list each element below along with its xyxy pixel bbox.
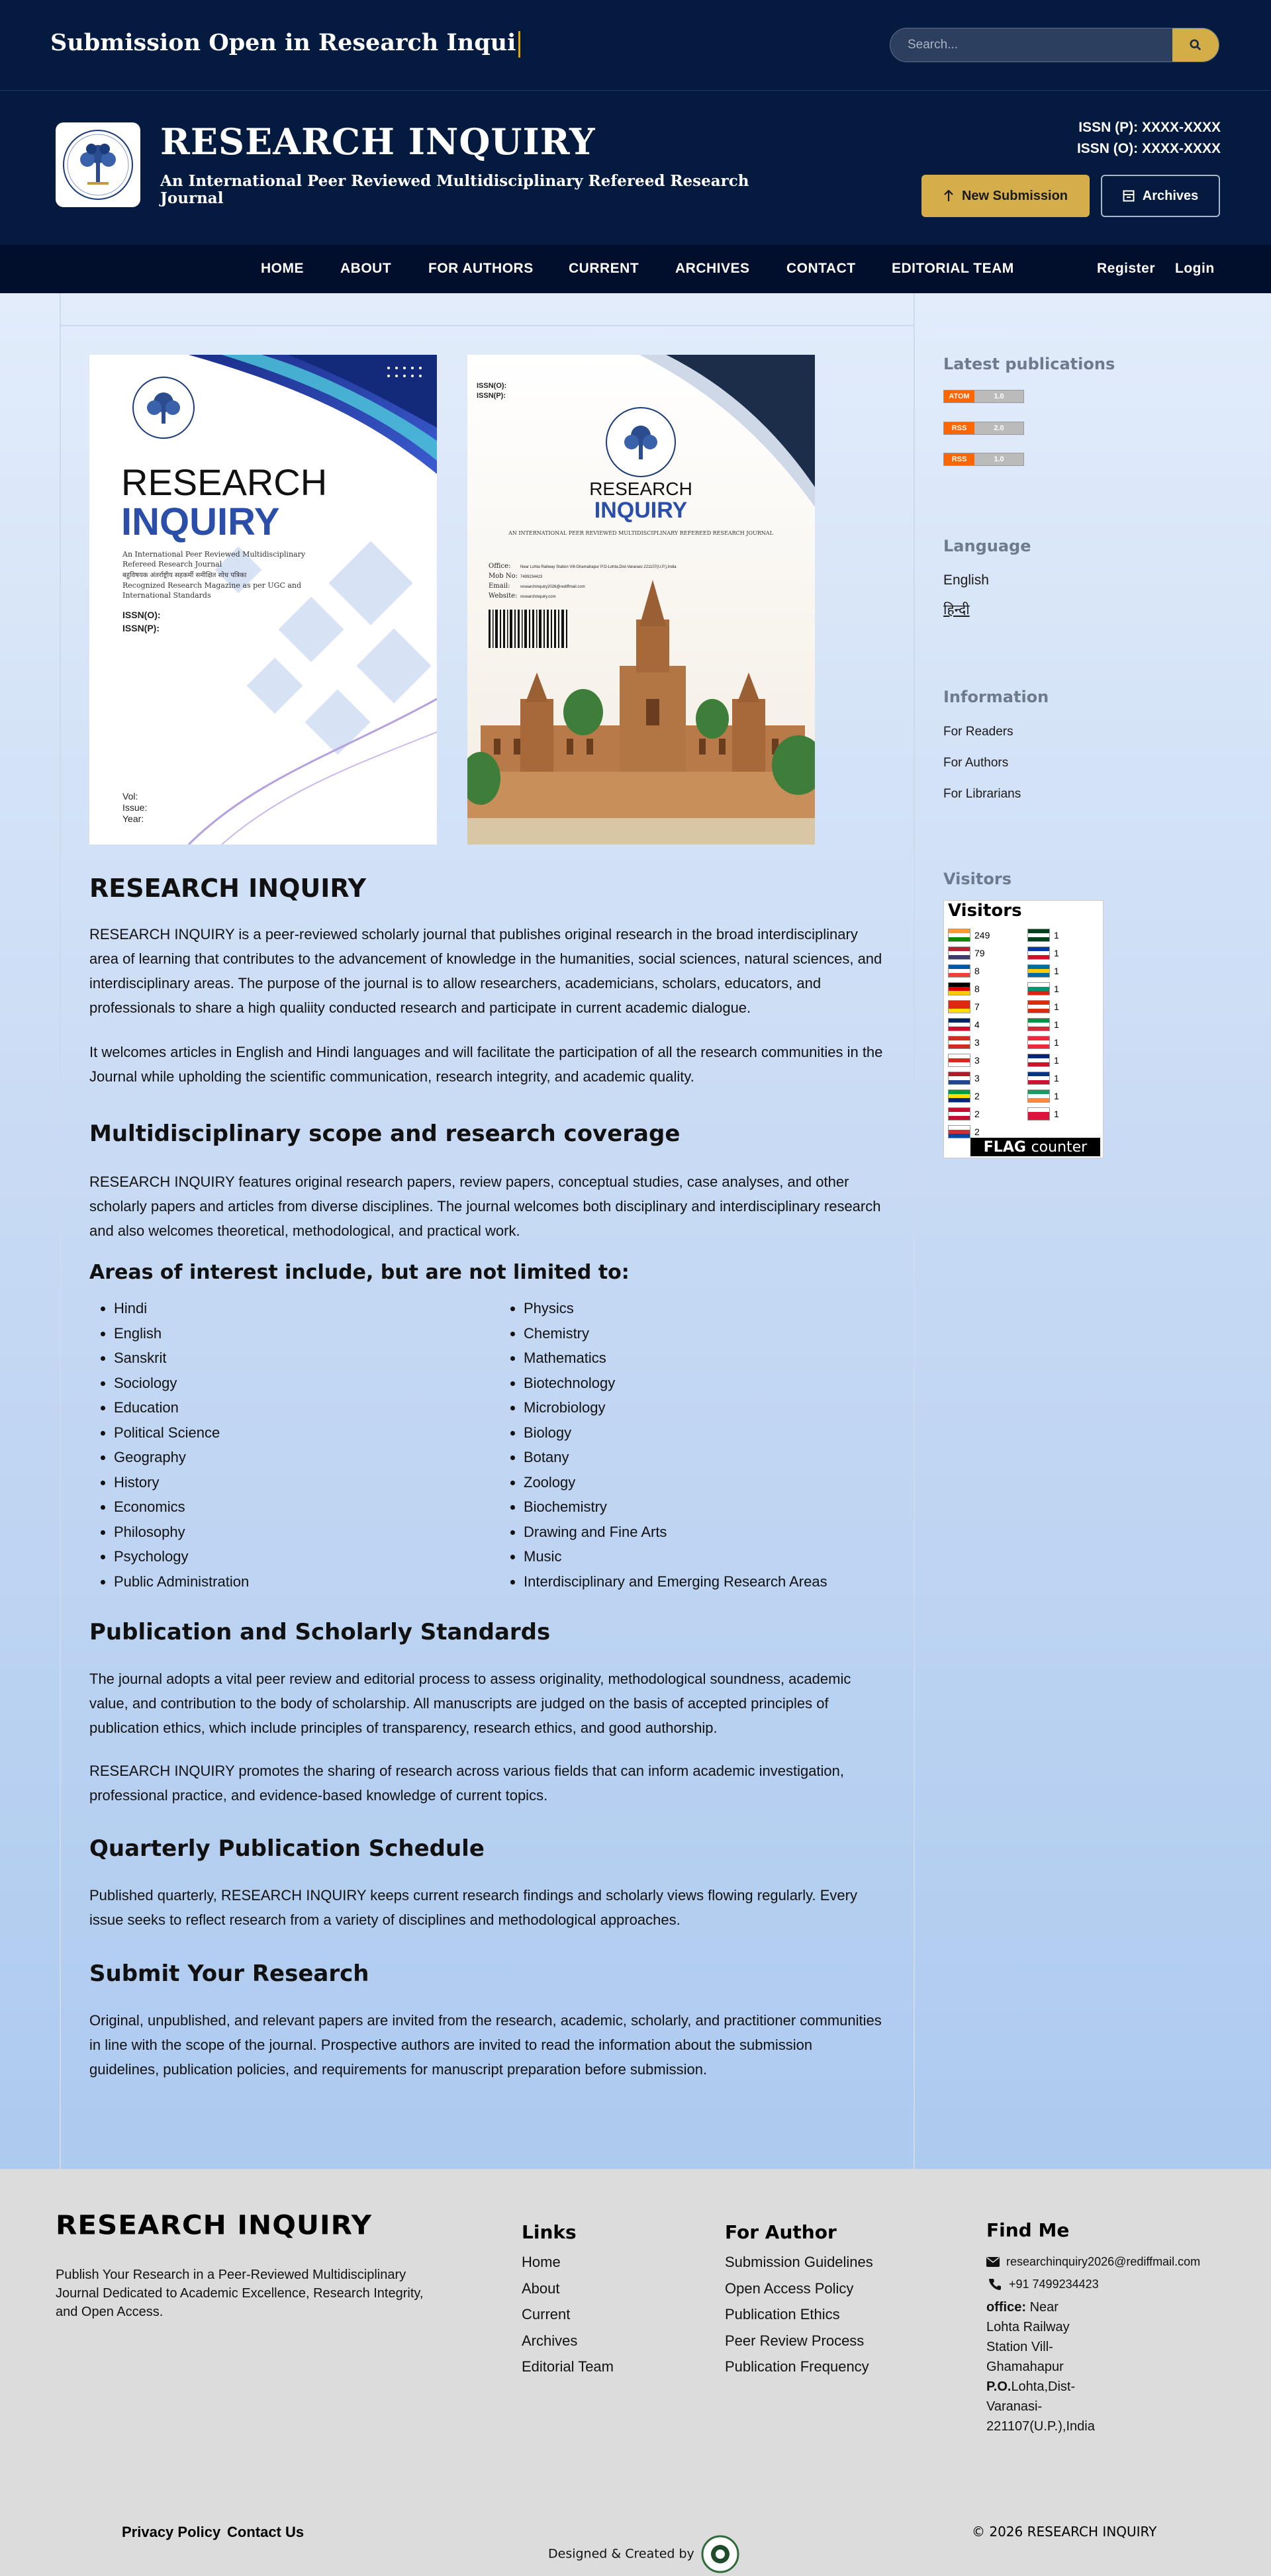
promotion-paragraph: RESEARCH INQUIRY promotes the sharing of research across various fields that can inform academic investigation, professional practice, and evidence-based knowledge of current topics. — [89, 1763, 845, 1804]
flag-counter-row — [1027, 962, 1059, 980]
footer-logo: RESEARCH INQUIRY — [56, 2209, 373, 2240]
archive-box-icon — [1123, 190, 1135, 202]
svg-text:RESEARCH: RESEARCH — [589, 479, 692, 499]
svg-text:INQUIRY: INQUIRY — [594, 498, 688, 523]
submit-heading: Submit Your Research — [89, 1960, 369, 1987]
list-item: • Chemistry — [524, 1321, 827, 1346]
footer-link-peer-review-process[interactable]: Peer Review Process — [725, 2332, 865, 2349]
svg-text:researchinquiry2026@rediffmail: researchinquiry2026@rediffmail.com — [520, 585, 585, 589]
info-for-librarians[interactable]: For Librarians — [943, 787, 1021, 801]
flag-counter-widget[interactable] — [943, 900, 1104, 1158]
flag-counter-row — [1027, 1087, 1059, 1105]
flag-counter-row — [1027, 926, 1059, 944]
nav-home[interactable]: HOME — [261, 261, 304, 276]
flag-counter-row — [1027, 1033, 1059, 1051]
svg-text:Issue:: Issue: — [122, 802, 148, 813]
issn-online: ISSN (O): XXXX-XXXX — [1076, 141, 1221, 156]
flag-counter-row — [1027, 944, 1059, 962]
intro-paragraph: RESEARCH INQUIRY is a peer-reviewed scholarly journal that publishes original research in the broad interdisciplinary area of learning that contributes to the advancement of knowledge in the humanities, social sciences, natural sciences, and interdisciplinary areas. The purpose of the journal is to allow researchers, academicians, scholars, educators, and professionals to share a high qualiity conducted research and participate in current academic dialogue. — [89, 926, 882, 1016]
phone-icon — [989, 2278, 1001, 2290]
new-submission-label: New Submission — [961, 188, 1068, 203]
search-icon — [1190, 39, 1201, 51]
list-item: • Political Science — [114, 1420, 249, 1446]
footer-phone[interactable] — [989, 2274, 1099, 2294]
flag-counter-row — [1027, 1015, 1059, 1033]
designer-logo-icon[interactable] — [701, 2535, 739, 2573]
nav-for-authors[interactable]: FOR AUTHORS — [428, 261, 534, 276]
list-item: • Physics — [524, 1296, 827, 1321]
visitor-count: 1 — [1054, 1108, 1059, 1119]
country-flag-icon — [1027, 982, 1050, 995]
svg-text:बहुविषयक अंतर्राष्ट्रीय सहकर्म: बहुविषयक अंतर्राष्ट्रीय सहकर्मी समीक्षित शोध पत्रिका — [122, 572, 247, 579]
visitor-count: 8 — [974, 965, 980, 976]
list-item: • Zoology — [524, 1470, 827, 1495]
flag-counter-row — [1027, 997, 1059, 1015]
flag-counter-row — [948, 1087, 980, 1105]
areas-list-left — [114, 1296, 249, 1594]
footer-email[interactable] — [986, 2252, 1200, 2272]
svg-text:Email:: Email: — [489, 582, 510, 590]
language-paragraph: It welcomes articles in English and Hindi languages and will facilitate the participation of all the research communities in the Journal while upholding the scientific communication, research integrity, and academic quality. — [89, 1044, 883, 1085]
flag-counter-row — [948, 944, 985, 962]
visitor-count: 249 — [974, 929, 990, 941]
svg-text:International Standards: International Standards — [122, 591, 211, 600]
front-cover-image — [89, 355, 437, 845]
country-flag-icon — [948, 946, 970, 960]
publication-standards-heading: Publication and Scholarly Standards — [89, 1619, 551, 1645]
country-flag-icon — [948, 929, 970, 942]
country-flag-icon — [948, 1018, 970, 1031]
list-item: • History — [114, 1470, 249, 1495]
footer-link-editorial-team[interactable]: Editorial Team — [522, 2358, 614, 2375]
nav-archives[interactable]: ARCHIVES — [675, 261, 750, 276]
issn-print: ISSN (P): XXXX-XXXX — [1078, 120, 1221, 135]
country-flag-icon — [1027, 929, 1050, 942]
nav-about[interactable]: ABOUT — [340, 261, 392, 276]
arrow-up-icon — [943, 190, 954, 202]
footer-link-publication-ethics[interactable]: Publication Ethics — [725, 2306, 840, 2323]
site-subtitle: An International Peer Reviewed Multidisciplinary Refereed Research Journal — [160, 172, 749, 207]
list-item: • English — [114, 1321, 249, 1346]
list-item: • Biology — [524, 1420, 827, 1446]
visitor-count: 1 — [1054, 1090, 1059, 1101]
scope-heading: Multidisciplinary scope and research coverage — [89, 1121, 681, 1147]
svg-text:Website:: Website: — [489, 592, 518, 600]
svg-text:AN INTERNATIONAL PEER REVIEWED: AN INTERNATIONAL PEER REVIEWED MULTIDISCIPLINARY REFEREED RESEARCH JOURNAL — [508, 530, 773, 536]
quarterly-paragraph: Published quarterly, RESEARCH INQUIRY keeps current research findings and scholarly views flowing regularly. Every issue seeks to reflect research from a variety of disciplines and methodological approaches. — [89, 1887, 857, 1928]
visitor-count: 2 — [974, 1090, 980, 1101]
country-flag-icon — [1027, 1000, 1050, 1013]
information-heading: Information — [943, 688, 1049, 706]
flag-counter-row — [948, 926, 990, 944]
country-flag-icon — [1027, 1054, 1050, 1067]
footer-email-text: researchinquiry2026@rediffmail.com — [1006, 2255, 1201, 2268]
footer-description: Publish Your Research in a Peer-Reviewed Multidisciplinary Journal Dedicated to Academic Excellence, Research Integrity, and Open Access. — [56, 2268, 424, 2319]
nav-editorial-team[interactable]: EDITORIAL TEAM — [892, 261, 1014, 276]
main-nav — [0, 245, 1271, 293]
envelope-icon — [986, 2257, 1000, 2267]
svg-text:Near Lohta Railway Station Vil: Near Lohta Railway Station Vill-Ghamahapur P.O-Lohta,Dist-Varanasi 221107(U.P.),India — [520, 565, 677, 569]
flag-counter-row — [948, 1051, 980, 1069]
list-item: • Hindi — [114, 1296, 249, 1321]
visitor-count: 1 — [1054, 1036, 1059, 1048]
list-item: • Economics — [114, 1495, 249, 1520]
list-item: • Biotechnology — [524, 1371, 827, 1396]
list-item: • Microbiology — [524, 1395, 827, 1420]
svg-text:An International Peer Reviewed: An International Peer Reviewed Multidisciplinary — [122, 550, 306, 559]
list-item: • Music — [524, 1544, 827, 1569]
site-header — [0, 91, 1271, 245]
country-flag-icon — [1027, 1089, 1050, 1103]
info-for-authors[interactable]: For Authors — [943, 756, 1009, 770]
country-flag-icon — [948, 982, 970, 995]
visitor-count: 4 — [974, 1019, 980, 1030]
country-flag-icon — [948, 1089, 970, 1103]
search-input[interactable] — [890, 28, 1174, 62]
visitor-count: 1 — [1054, 947, 1059, 958]
visitors-heading: Visitors — [943, 870, 1012, 888]
back-cover-image — [467, 355, 815, 845]
areas-list-right — [524, 1296, 827, 1594]
footer-link-about[interactable]: About — [522, 2280, 560, 2297]
footer-address — [986, 2297, 1095, 2436]
flag-counter-row — [948, 1105, 980, 1123]
svg-text:ISSN(O):: ISSN(O): — [477, 382, 507, 390]
country-flag-icon — [1027, 946, 1050, 960]
footer-find-me-heading: Find Me — [986, 2219, 1070, 2241]
journal-logo[interactable] — [56, 122, 140, 207]
svg-text:ISSN(P):: ISSN(P): — [477, 392, 506, 400]
flag-counter-row — [948, 962, 980, 980]
footer-po-label: P.O. — [986, 2379, 1012, 2394]
nav-contact[interactable]: CONTACT — [786, 261, 856, 276]
submit-paragraph: Original, unpublished, and relevant papers are invited from the research, academic, scholarly, and practitioner communities in line with the scope of the journal. Prospective authors are invited to read the information about the submission guidelines, publication policies, and requirements for manuscript preparation before submission. — [89, 2012, 882, 2078]
front-cover-art — [89, 355, 437, 845]
top-bar — [0, 0, 1271, 91]
archives-button-label: Archives — [1142, 188, 1199, 203]
visitor-count: 2 — [974, 1126, 980, 1137]
cover1-title-research: RESEARCH — [121, 461, 328, 503]
cover1-title-inquiry: INQUIRY — [121, 500, 280, 543]
footer-contact-link[interactable]: Contact Us — [227, 2524, 305, 2540]
visitor-count: 3 — [974, 1072, 980, 1083]
visitor-count: 1 — [1054, 929, 1059, 941]
designed-by-text: Designed & Created by — [548, 2546, 694, 2561]
flag-counter-row — [1027, 980, 1059, 997]
footer-link-current[interactable]: Current — [522, 2306, 571, 2323]
footer-office-text: Near Lohta Railway Station Vill-Ghamahapur — [986, 2300, 1070, 2374]
info-for-readers[interactable]: For Readers — [943, 725, 1013, 739]
copyright-text: © 2026 RESEARCH INQUIRY — [972, 2524, 1157, 2540]
country-flag-icon — [1027, 1072, 1050, 1085]
nav-register[interactable]: Register — [1097, 261, 1156, 276]
svg-text:Mob No:: Mob No: — [489, 573, 518, 580]
visitor-count: 1 — [1054, 1019, 1059, 1030]
areas-heading: Areas of interest include, but are not limited to: — [89, 1261, 630, 1284]
visitor-count: 1 — [1054, 965, 1059, 976]
footer-link-home[interactable]: Home — [522, 2254, 561, 2270]
nav-login[interactable]: Login — [1175, 261, 1215, 276]
quarterly-heading: Quarterly Publication Schedule — [89, 1835, 485, 1862]
atom-feed-badge[interactable]: ATOM 1.0 — [943, 390, 1024, 403]
footer-link-open-access-policy[interactable]: Open Access Policy — [725, 2280, 854, 2297]
svg-text:ISSN(O):: ISSN(O): — [122, 610, 161, 620]
footer-po-text: Lohta,Dist-Varanasi-221107(U.P.),India — [986, 2379, 1095, 2434]
list-item: • Philosophy — [114, 1520, 249, 1545]
announcement-text: Submission Open in Research Inqui — [50, 29, 516, 56]
flag-counter-row — [948, 1069, 980, 1087]
flag-counter-row — [948, 1033, 980, 1051]
list-item: • Drawing and Fine Arts — [524, 1520, 827, 1545]
svg-text:Year:: Year: — [122, 813, 144, 824]
tree-logo-icon — [61, 128, 135, 202]
list-item: • Sanskrit — [114, 1346, 249, 1371]
main-heading: RESEARCH INQUIRY — [89, 874, 367, 903]
footer-phone-text: +91 7499234423 — [1009, 2277, 1099, 2291]
language-heading: Language — [943, 537, 1031, 555]
footer-links-heading: Links — [522, 2221, 577, 2243]
visitor-count: 3 — [974, 1054, 980, 1066]
country-flag-icon — [1027, 964, 1050, 978]
flag-counter-row — [948, 980, 980, 997]
footer-author-heading: For Author — [725, 2221, 837, 2243]
visitor-count: 2 — [974, 1108, 980, 1119]
site-title[interactable]: RESEARCH INQUIRY — [160, 120, 596, 163]
footer-link-archives[interactable]: Archives — [522, 2332, 578, 2349]
list-item: • Public Administration — [114, 1569, 249, 1594]
rss1-feed-badge[interactable]: RSS 1.0 — [943, 453, 1024, 466]
country-flag-icon — [1027, 1036, 1050, 1049]
footer-privacy-link[interactable]: Privacy Policy — [122, 2524, 221, 2540]
country-flag-icon — [948, 964, 970, 978]
new-submission-button[interactable] — [921, 175, 1090, 217]
flag-counter-brand: FLAG counter — [970, 1138, 1100, 1156]
flag-counter-row — [1027, 1069, 1059, 1087]
list-item: • Biochemistry — [524, 1495, 827, 1520]
list-item: • Geography — [114, 1445, 249, 1470]
svg-text:researchinquiry.com: researchinquiry.com — [520, 595, 556, 599]
footer-office-label: office: — [986, 2300, 1026, 2315]
marquee-caret — [518, 31, 520, 58]
visitor-count: 1 — [1054, 1054, 1059, 1066]
flag-counter-row — [948, 997, 980, 1015]
svg-text:Vol:: Vol: — [122, 791, 138, 802]
language-english[interactable]: English — [943, 573, 989, 588]
list-item: • Psychology — [114, 1544, 249, 1569]
country-flag-icon — [1027, 1018, 1050, 1031]
visitor-count: 7 — [974, 1001, 980, 1012]
country-flag-icon — [948, 1107, 970, 1121]
svg-text:Recognized Research Magazine a: Recognized Research Magazine as per UGC and — [122, 581, 302, 590]
archives-button[interactable] — [1101, 175, 1220, 217]
country-flag-icon — [948, 1072, 970, 1085]
flag-counter-row — [1027, 1105, 1059, 1123]
flag-counter-title: Visitors — [948, 901, 1022, 921]
issn-block — [1077, 117, 1221, 160]
country-flag-icon — [948, 1054, 970, 1067]
announcement-marquee — [50, 29, 520, 58]
visitor-count: 8 — [974, 983, 980, 994]
visitor-count: 1 — [1054, 1072, 1059, 1083]
back-cover-art — [467, 355, 815, 845]
latest-publications-heading: Latest publications — [943, 355, 1115, 373]
list-item: • Botany — [524, 1445, 827, 1470]
svg-text:7499234423: 7499234423 — [520, 575, 543, 579]
visitor-count: 79 — [974, 947, 985, 958]
country-flag-icon — [1027, 1107, 1050, 1121]
country-flag-icon — [948, 1000, 970, 1013]
flag-counter-row — [948, 1015, 980, 1033]
publication-standards-paragraph: The journal adopts a vital peer review and editorial process to assess originality, methodological soundness, academic value, and contribution to the body of scholarship. All manuscripts are judged on the basis of accepted principles of publication ethics, which include principles of transparency, research ethics, and good authorship. — [89, 1671, 851, 1736]
visitor-count: 1 — [1054, 1001, 1059, 1012]
list-item: • Interdisciplinary and Emerging Research Areas — [524, 1569, 827, 1594]
search-button[interactable] — [1172, 28, 1219, 62]
country-flag-icon — [948, 1036, 970, 1049]
language-hindi[interactable]: हिन्दी — [943, 602, 970, 618]
rss2-feed-badge[interactable]: RSS 2.0 — [943, 422, 1024, 435]
visitor-count: 3 — [974, 1036, 980, 1048]
flag-counter-row — [1027, 1051, 1059, 1069]
nav-current[interactable]: CURRENT — [569, 261, 639, 276]
content-divider — [60, 325, 915, 326]
visitor-count: 1 — [1054, 983, 1059, 994]
country-flag-icon — [948, 1125, 970, 1138]
svg-text:Refereed Research Journal: Refereed Research Journal — [122, 560, 222, 569]
svg-text:Office:: Office: — [489, 563, 511, 570]
list-item: • Education — [114, 1395, 249, 1420]
scope-paragraph: RESEARCH INQUIRY features original research papers, review papers, conceptual studies, case analyses, and other scholarly papers and articles from diverse disciplines. The journal welcomes both disciplinary and interdisciplinary research and also welcomes theoretical, methodological, and practical work. — [89, 1173, 881, 1239]
search-box — [890, 28, 1219, 62]
list-item: • Sociology — [114, 1371, 249, 1396]
svg-text:ISSN(P):: ISSN(P): — [122, 623, 160, 633]
footer-link-publication-frequency[interactable]: Publication Frequency — [725, 2358, 869, 2375]
list-item: • Mathematics — [524, 1346, 827, 1371]
designed-by — [548, 2535, 739, 2573]
footer-link-submission-guidelines[interactable]: Submission Guidelines — [725, 2254, 873, 2270]
